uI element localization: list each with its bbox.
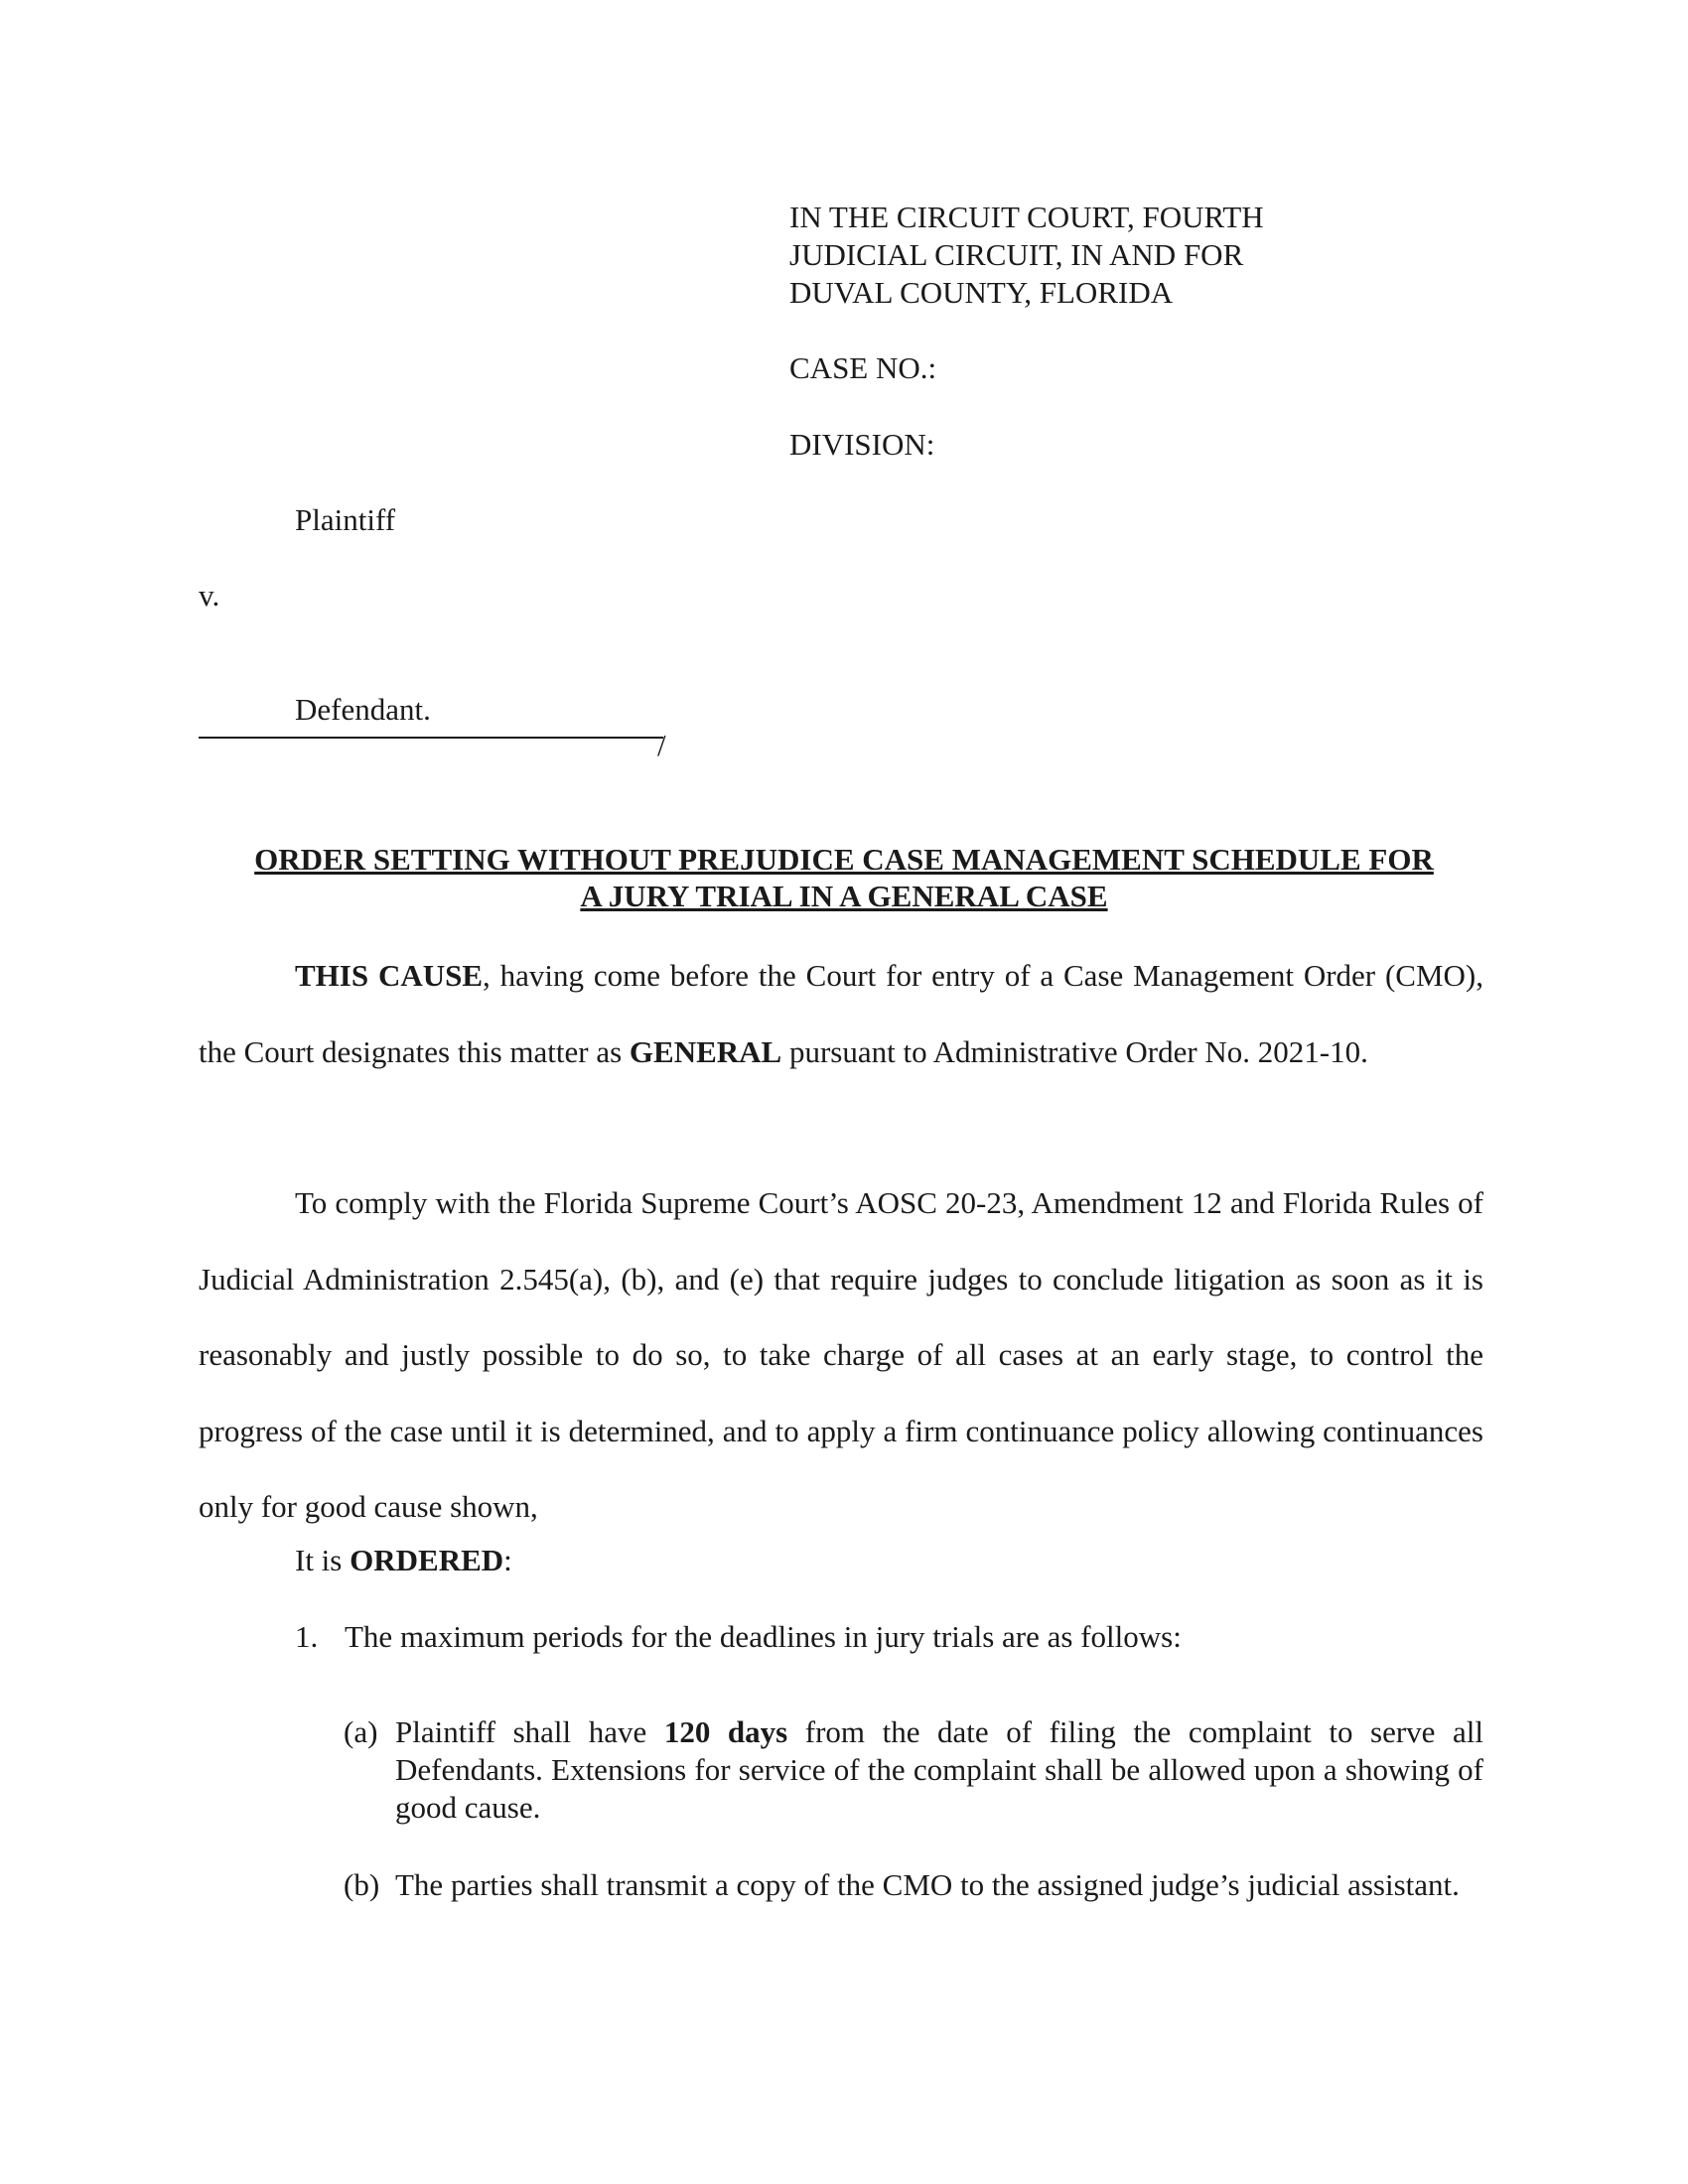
caption-signature-line [199, 737, 663, 739]
sub-item-a [344, 1713, 1483, 1827]
defendant-label: Defendant. [295, 692, 431, 727]
sub-item-a-label: (a) [344, 1714, 378, 1749]
sub-item-a-text [395, 1713, 1483, 1827]
sub-item-b [344, 1866, 1483, 1904]
paragraph-1-text-2: pursuant to Administrative Order No. 2021-10. [781, 1033, 1368, 1069]
court-header [789, 199, 1264, 312]
general-designation: GENERAL [629, 1033, 782, 1069]
list-item-number: 1. [295, 1619, 319, 1654]
plaintiff-label: Plaintiff [295, 502, 396, 537]
division-label: DIVISION: [789, 427, 935, 462]
sub-item-b-text: The parties shall transmit a copy of the CMO to the assigned judge’s judicial assistant. [395, 1867, 1460, 1902]
ordered-prefix: It is [295, 1543, 351, 1577]
service-days: 120 days [663, 1714, 788, 1749]
list-item-text: The maximum periods for the deadlines in jury trials are as follows: [345, 1619, 1182, 1654]
ordered-line [295, 1543, 512, 1578]
order-title-line-1: ORDER SETTING WITHOUT PREJUDICE CASE MANAGEMENT SCHEDULE FOR [254, 842, 1434, 877]
case-number-label: CASE NO.: [789, 350, 937, 385]
this-cause-lead: THIS CAUSE [295, 958, 484, 993]
ordered-bold: ORDERED [350, 1543, 504, 1577]
list-item [295, 1619, 1182, 1655]
paragraph-1-text-1: , having come before the Court for entry of a Case Management Order (CMO), the Court designates this matter as [199, 958, 1483, 1069]
sub-item-a-text-1: Plaintiff shall have [395, 1714, 664, 1749]
court-header-line-3: DUVAL COUNTY, FLORIDA [789, 275, 1174, 310]
ordered-suffix: : [503, 1543, 512, 1577]
order-title [199, 841, 1489, 914]
versus-label: v. [199, 578, 220, 613]
court-header-line-1: IN THE CIRCUIT COURT, FOURTH [789, 200, 1264, 234]
caption-slash: / [657, 728, 666, 762]
paragraph-to-comply [199, 1165, 1483, 1546]
paragraph-2-text: To comply with the Florida Supreme Court’s AOSC 20-23, Amendment 12 and Florida Rules of Judicial Administration 2.545(a), (b), and (e) that require judges to conclude litigation as soon as it is reasonably and justly possible to do so, to take charge of all cases at an early stage, to control the progress of the case until it is determined, and to apply a firm continuance policy allowing continuances only for good cause shown, [199, 1185, 1483, 1524]
order-title-line-2: A JURY TRIAL IN A GENERAL CASE [580, 879, 1108, 913]
court-header-line-2: JUDICIAL CIRCUIT, IN AND FOR [789, 237, 1244, 272]
paragraph-this-cause [199, 938, 1483, 1090]
sub-item-b-label: (b) [344, 1867, 380, 1902]
sub-item-a-text-2: from the date of filing the complaint to serve all Defendants. Extensions for service of the complaint shall be allowed upon a showing of good cause. [395, 1714, 1483, 1825]
